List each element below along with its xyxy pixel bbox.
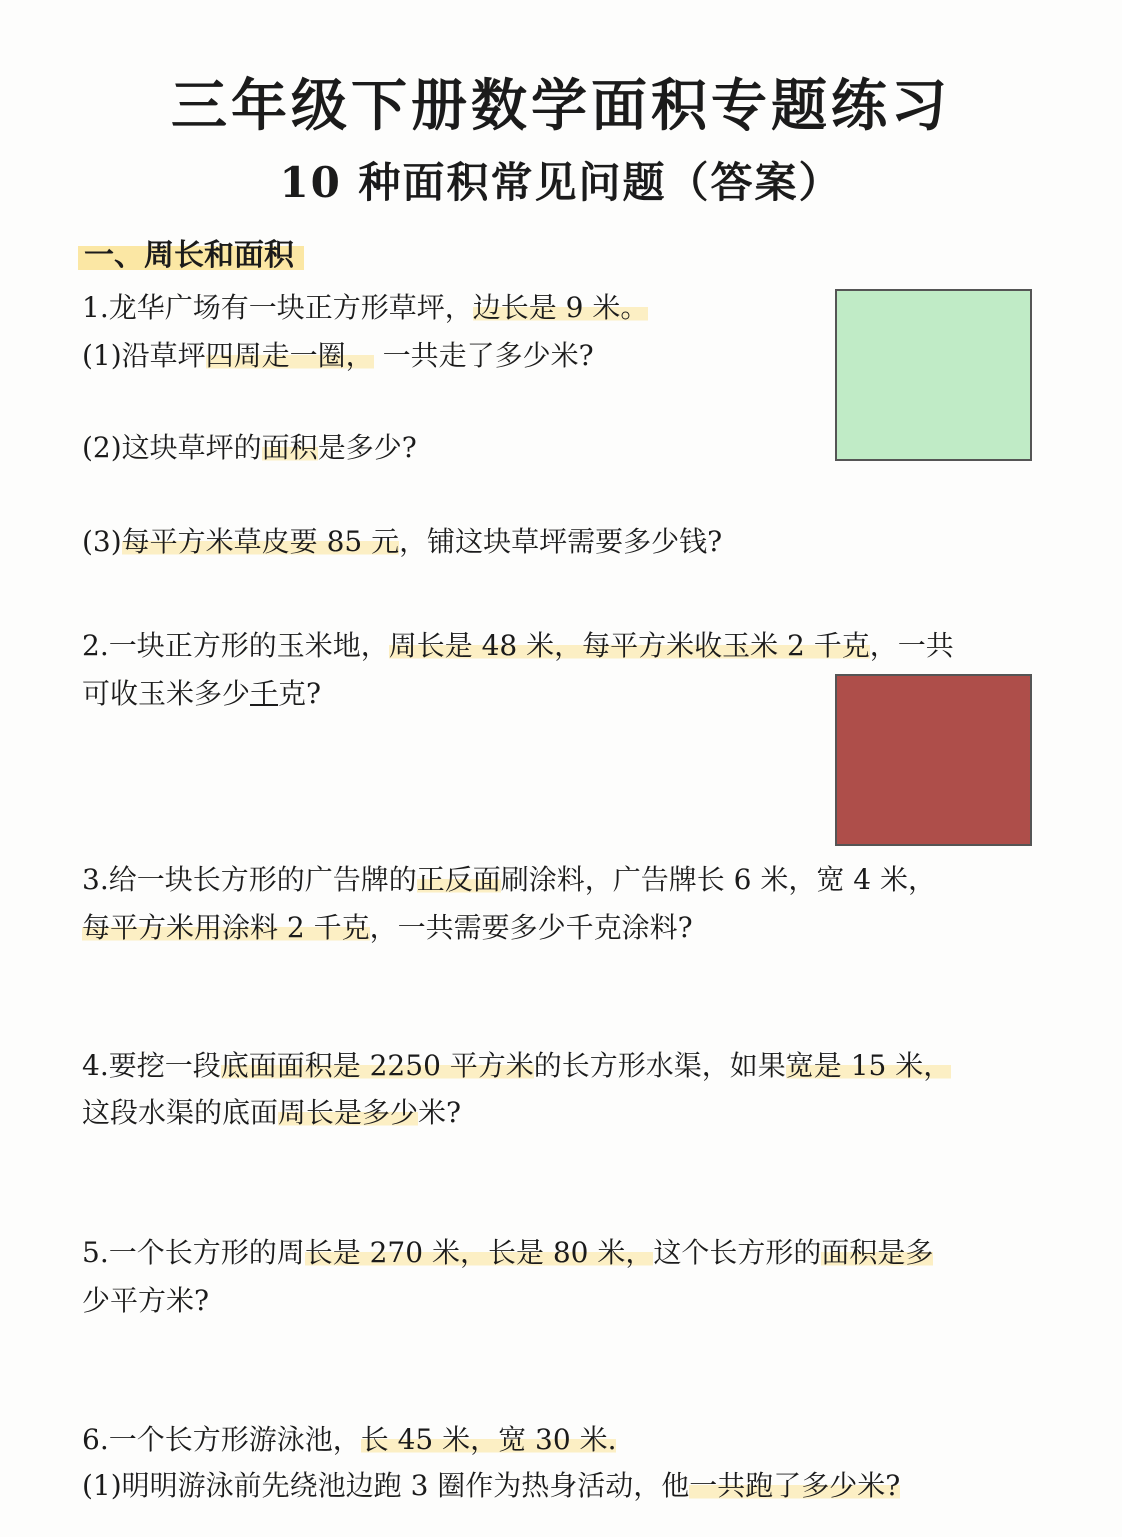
q1-part3: (3)每平方米草皮要 85 元，铺这块草坪需要多少钱? [82,525,723,558]
q1-part1: (1)沿草坪四周走一圈， 一共走了多少米? [82,339,594,372]
section-heading: 一、周长和面积 [78,226,304,276]
q1-stem: 1.龙华广场有一块正方形草坪，边长是 9 米。 [82,291,649,324]
q2-stem-line1: 2.一块正方形的玉米地，周长是 48 米，每平方米收玉米 2 千克，一共 [82,629,954,662]
page-title: 三年级下册数学面积专题练习 [171,73,951,139]
square-field-figure [835,674,1032,846]
q1-part2: (2)这块草坪的面积是多少? [82,431,417,464]
q5-stem-line1: 5.一个长方形的周长是 270 米，长是 80 米，这个长方形的面积是多 [82,1236,934,1269]
page-subtitle: 10 种面积常见问题（答案） [279,158,843,207]
q6-stem: 6.一个长方形游泳池，长 45 米，宽 30 米. [82,1423,617,1456]
square-lawn-figure [835,289,1032,461]
q4-stem-line2: 这段水渠的底面周长是多少米? [82,1096,462,1129]
q5-stem-line2: 少平方米? [82,1284,210,1317]
q3-stem-line1: 3.给一块长方形的广告牌的正反面刷涂料，广告牌长 6 米，宽 4 米， [82,863,936,896]
q6-part1: (1)明明游泳前先绕池边跑 3 圈作为热身活动，他一共跑了多少米? [82,1469,901,1502]
q3-stem-line2: 每平方米用涂料 2 千克，一共需要多少千克涂料? [82,911,693,944]
q2-stem-line2: 可收玉米多少千克? [82,677,322,710]
q4-stem-line1: 4.要挖一段底面面积是 2250 平方米的长方形水渠，如果宽是 15 米， [82,1049,952,1082]
